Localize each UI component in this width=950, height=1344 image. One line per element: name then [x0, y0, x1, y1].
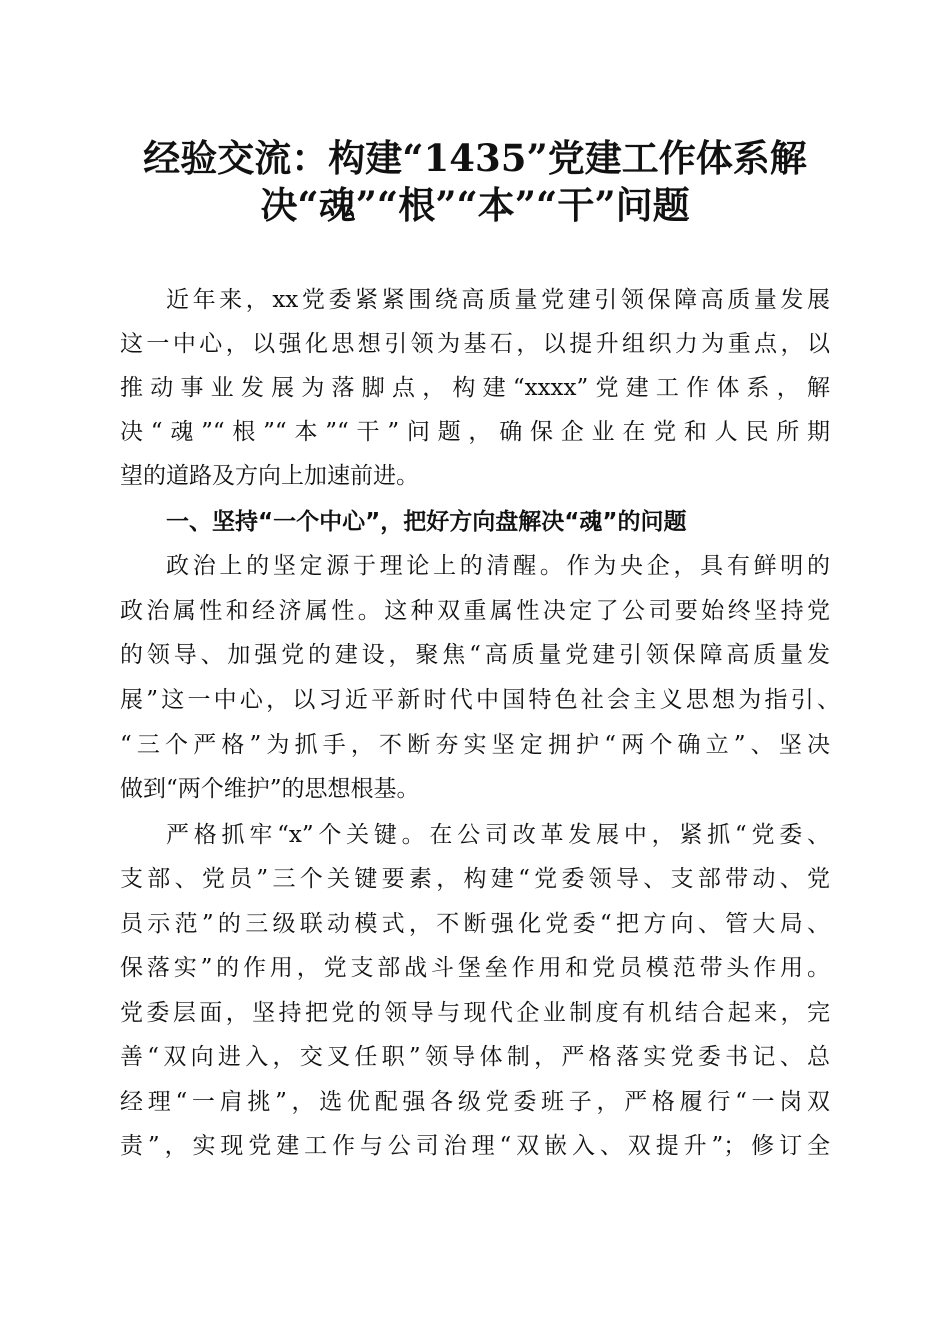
document-title-line-1: 经验交流：构建“1435”党建工作体系解 [143, 136, 807, 180]
paragraph-2-line: “三个严格”为抓手，不断夯实坚定拥护“两个确立”、坚决 [120, 732, 830, 758]
paragraph-1-line: 望的道路及方向上加速前进。 [120, 463, 419, 489]
paragraph-3-line: 员示范”的三级联动模式，不断强化党委“把方向、管大局、 [120, 911, 830, 937]
paragraph-2-line: 政治属性和经济属性。这种双重属性决定了公司要始终坚持党 [120, 598, 830, 624]
paragraph-1-line: 近年来，xx党委紧紧围绕高质量党建引领保障高质量发展 [166, 287, 830, 313]
paragraph-2-line: 的领导、加强党的建设，聚焦“高质量党建引领保障高质量发 [120, 642, 830, 668]
paragraph-3-line: 党委层面，坚持把党的领导与现代企业制度有机结合起来，完 [120, 1000, 830, 1026]
paragraph-2-line: 做到“两个维护”的思想根基。 [120, 776, 420, 802]
paragraph-1-line: 决“魂”“根”“本”“干”问题，确保企业在党和人民所期 [120, 419, 830, 445]
paragraph-2-line: 展”这一中心，以习近平新时代中国特色社会主义思想为指引、 [120, 687, 840, 713]
paragraph-3-line: 支部、党员”三个关键要素，构建“党委领导、支部带动、党 [120, 866, 830, 892]
paragraph-1-line: 这一中心，以强化思想引领为基石，以提升组织力为重点，以 [120, 331, 830, 357]
paragraph-3-line: 责”，实现党建工作与公司治理“双嵌入、双提升”；修订全 [120, 1133, 830, 1159]
document-title-line-2: 决“魂”“根”“本”“干”问题 [260, 183, 690, 227]
paragraph-3-line: 严格抓牢“x”个关键。在公司改革发展中，紧抓“党委、 [166, 822, 830, 848]
paragraph-2-line: 政治上的坚定源于理论上的清醒。作为央企，具有鲜明的 [166, 553, 830, 579]
paragraph-3-line: 经理“一肩挑”，选优配强各级党委班子，严格履行“一岗双 [120, 1089, 830, 1115]
section-heading-1: 一、坚持“一个中心”，把好方向盘解决“魂”的问题 [166, 509, 687, 535]
paragraph-1-line: 推动事业发展为落脚点，构建“xxxx”党建工作体系，解 [120, 375, 830, 401]
paragraph-3-line: 善“双向进入，交叉任职”领导体制，严格落实党委书记、总 [120, 1044, 830, 1070]
paragraph-3-line: 保落实”的作用，党支部战斗堡垒作用和党员模范带头作用。 [120, 955, 830, 981]
